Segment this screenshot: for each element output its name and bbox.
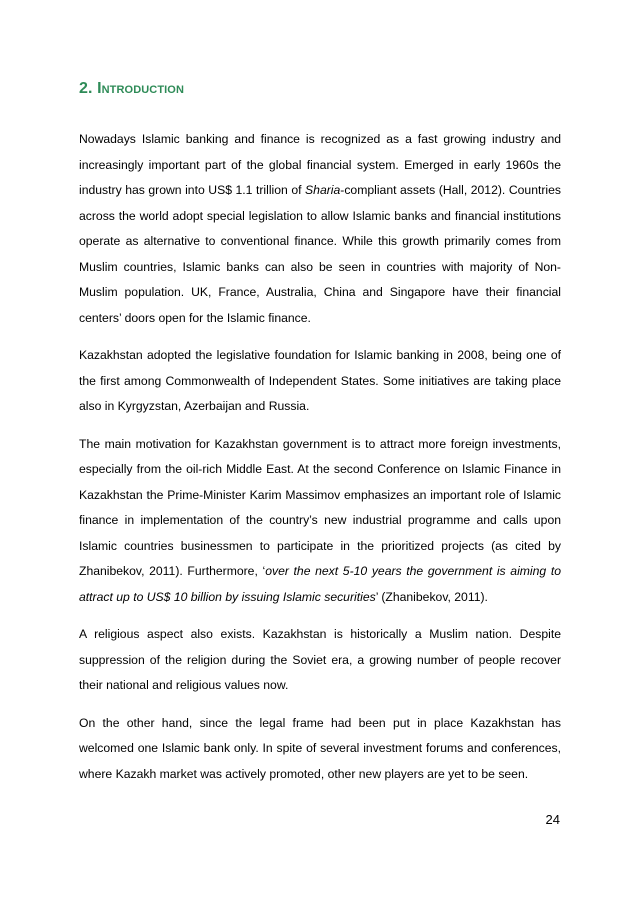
paragraph: [79, 432, 561, 611]
paragraph: [79, 711, 561, 788]
page-number: 24: [545, 812, 560, 827]
paragraph: [79, 622, 561, 699]
text-segment: -compliant assets (Hall, 2012). Countries across the world adopt special legislation to allow Islamic banks and financial institutions operate as alternative to conventional finance. While this growth primarily comes from Muslim countries, Islamic banks can also be seen in countries with majority of Non-Muslim population. UK, France, Australia, China and Singapore have their financial centers’ doors open for the Islamic finance.: [79, 183, 561, 325]
text-segment: A religious aspect also exists. Kazakhstan is historically a Muslim nation. Despite suppression of the religion during the Soviet era, a growing number of people recover their national and religious values now.: [79, 627, 561, 692]
text-segment: On the other hand, since the legal frame had been put in place Kazakhstan has welcomed one Islamic bank only. In spite of several investment forums and conferences, where Kazakh market was actively promoted, other new players are yet to be seen.: [79, 715, 561, 781]
text-segment: The main motivation for Kazakhstan government is to attract more foreign investments, especially from the oil-rich Middle East. At the second Conference on Islamic Finance in Kazakhstan the Prime-Minister Karim Massimov emphasizes an important role of Islamic finance in implementation of the country’s new industrial programme and calls upon Islamic countries businessmen to participate in the prioritized projects (as cited by Zhanibekov, 2011). Furthermore, ‘: [79, 436, 561, 578]
section-heading: 2. Introduction: [79, 80, 185, 97]
italic-segment: Sharia: [305, 183, 341, 197]
text-segment: Kazakhstan adopted the legislative foundation for Islamic banking in 2008, being one of the first among Commonwealth of Independent States. Some initiatives are taking place also in Kyrgyzstan, Azerbaijan and Russia.: [79, 348, 561, 413]
paragraph: [79, 343, 561, 420]
italic-segment: over the next 5-10 years the government is aiming to attract up to US$ 10 billion by issuing Islamic securities: [79, 564, 561, 604]
body-text: [79, 127, 561, 799]
text-segment: ’ (Zhanibekov, 2011).: [375, 589, 488, 604]
paragraph: [79, 127, 561, 331]
text-segment: Nowadays Islamic banking and finance is recognized as a fast growing industry and increasingly important part of the global financial system. Emerged in early 1960s the industry has grown into US$ 1.1 trillion of: [79, 132, 561, 197]
